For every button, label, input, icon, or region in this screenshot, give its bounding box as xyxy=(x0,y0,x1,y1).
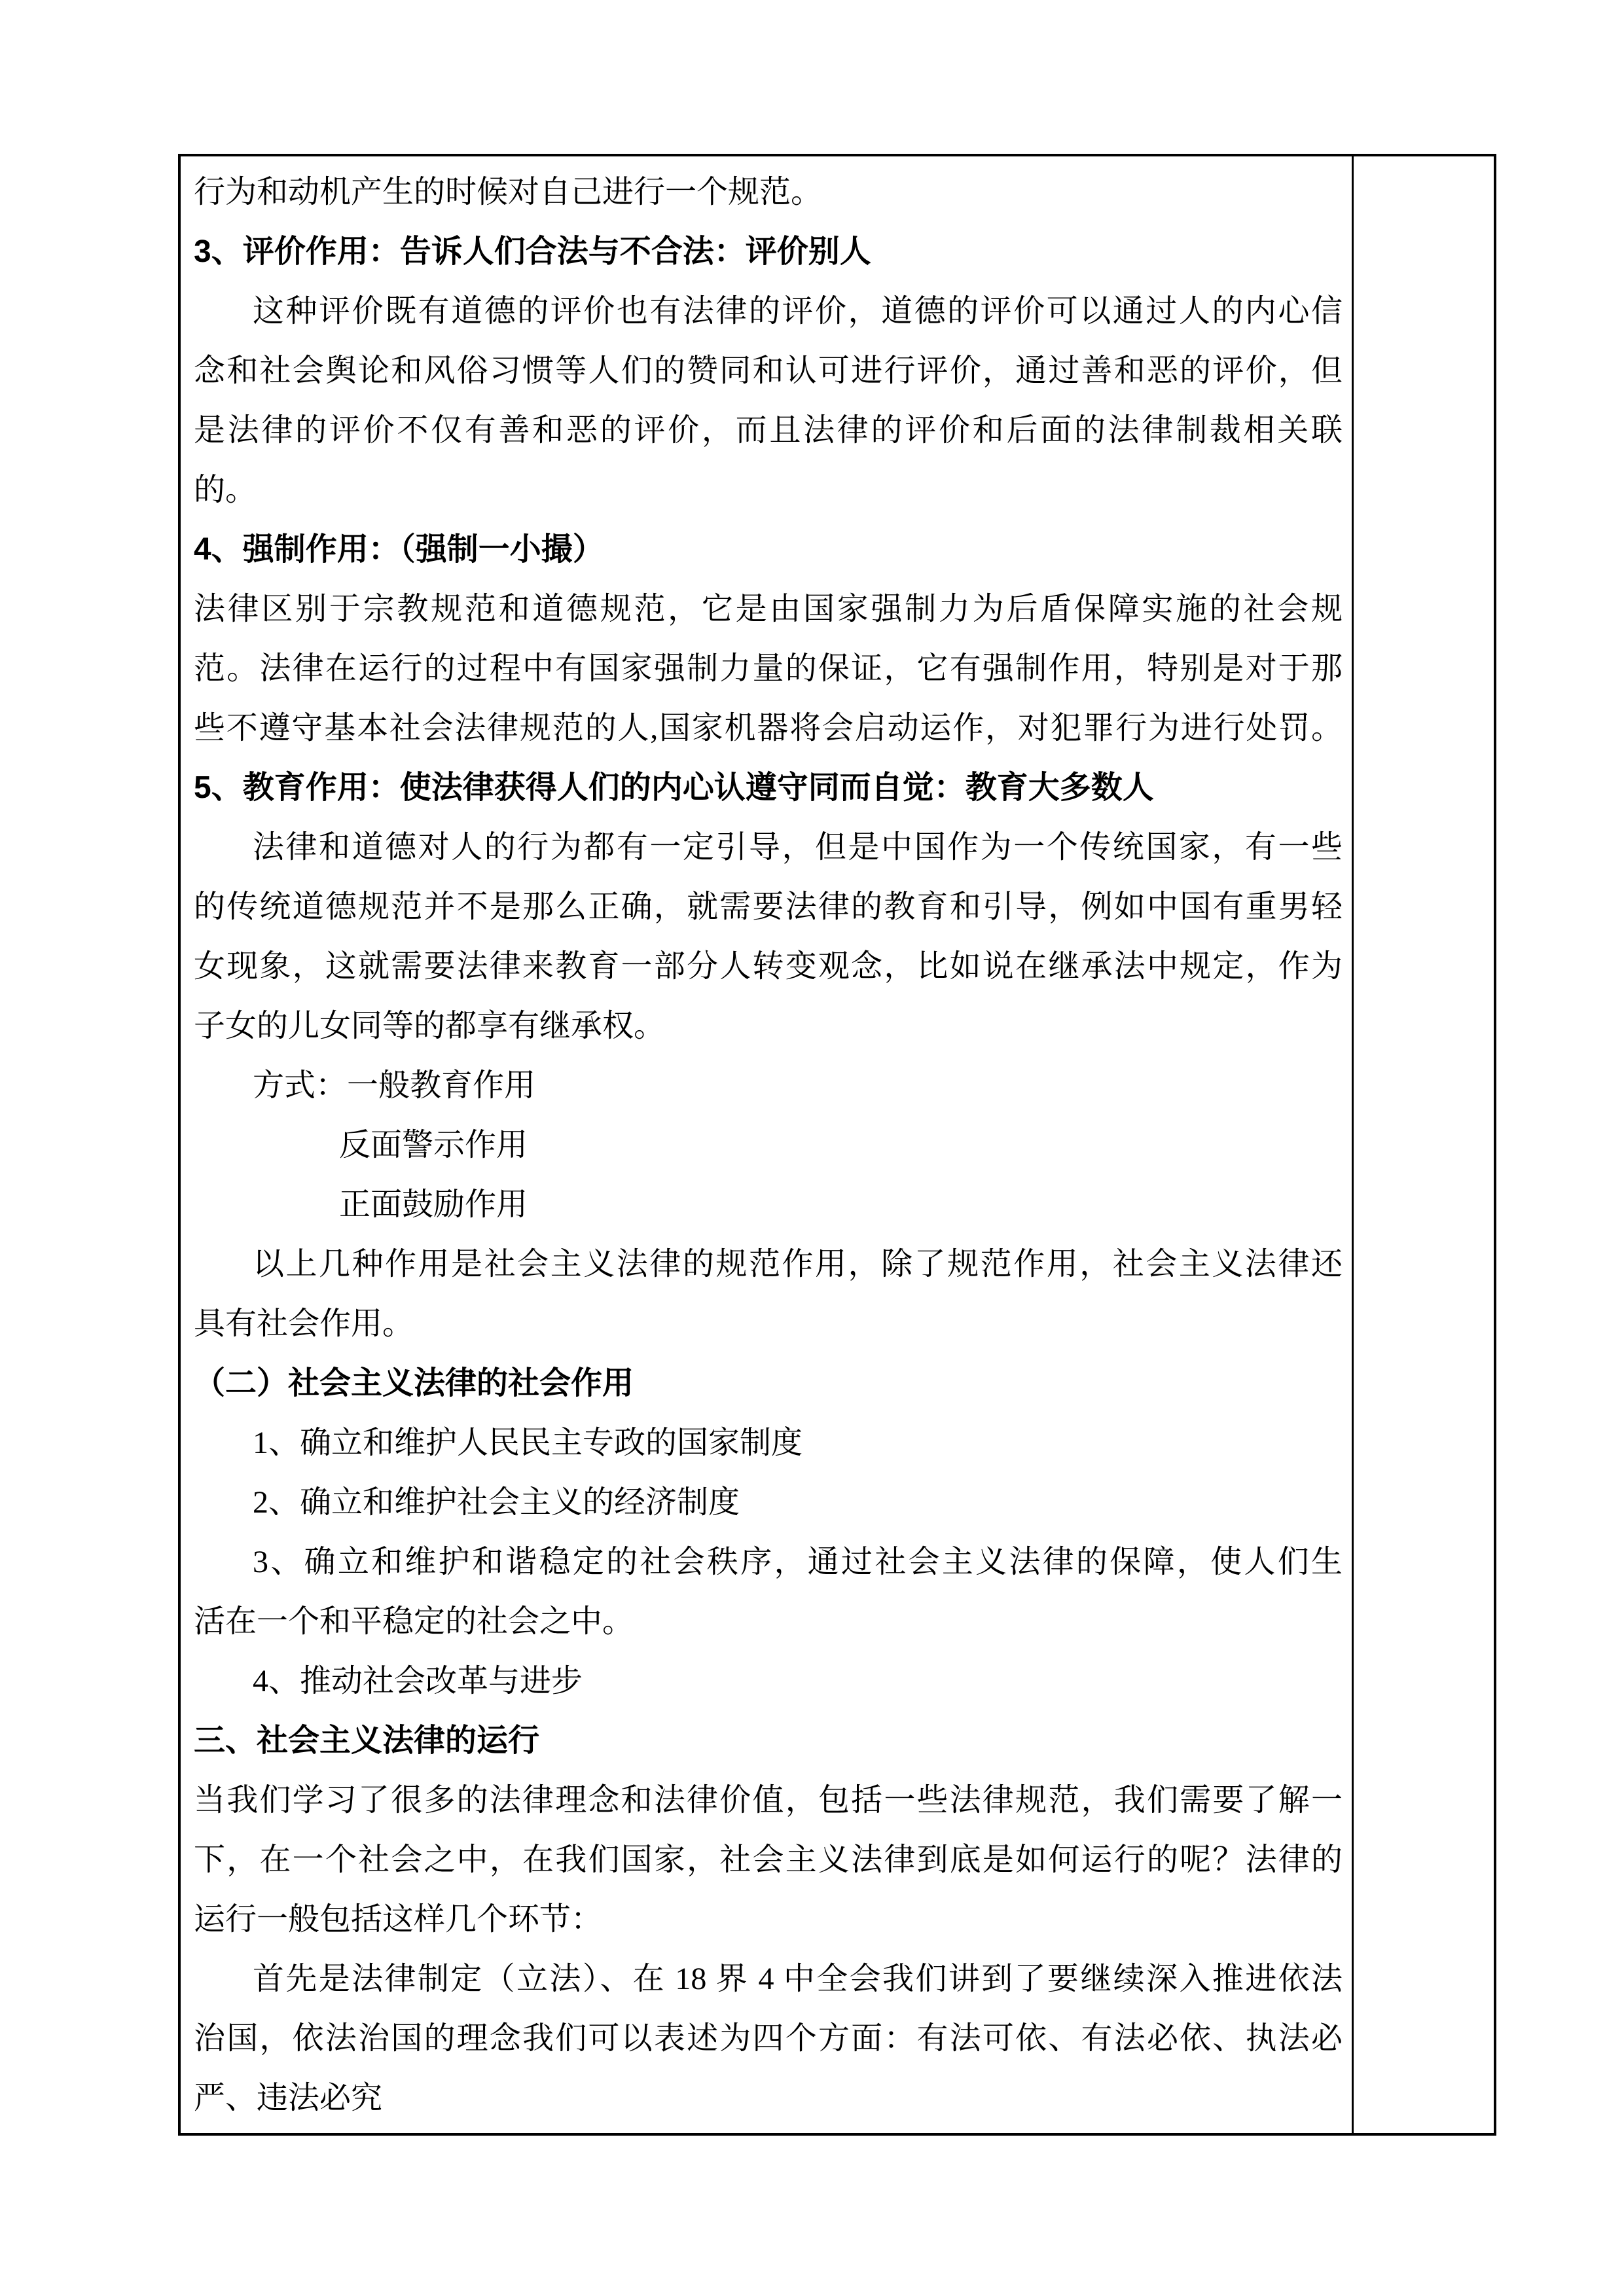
text-line: 法律和道德对人的行为都有一定引导，但是中国作为一个传统国家，有一些 xyxy=(253,830,1343,865)
text-line: 运行一般包括这样几个环节： xyxy=(194,1902,603,1937)
list-item: 3、确立和维护和谐稳定的社会秩序，通过社会主义法律的保障，使人们生 xyxy=(253,1545,1343,1579)
lesson-plan-table xyxy=(178,154,1496,2136)
section-heading: （二）社会主义法律的社会作用 xyxy=(194,1366,634,1401)
section-heading: 3、评价作用：告诉人们合法与不合法：评价别人 xyxy=(194,234,871,269)
list-item: 2、确立和维护社会主义的经济制度 xyxy=(253,1485,740,1520)
text-line: 严、违法必究 xyxy=(194,2081,383,2115)
text-line: 首先是法律制定（立法）、在 18 界 4 中全会我们讲到了要继续深入推进依法 xyxy=(253,1962,1343,1996)
text-line: 女现象，这就需要法律来教育一部分人转变观念，比如说在继承法中规定，作为 xyxy=(194,949,1343,984)
text-line: 反面警示作用 xyxy=(339,1128,528,1162)
text-line: 当我们学习了很多的法律理念和法律价值，包括一些法律规范，我们需要了解一 xyxy=(194,1783,1343,1818)
text-line: 范。法律在运行的过程中有国家强制力量的保证，它有强制作用，特别是对于那 xyxy=(194,651,1343,686)
text-line: 念和社会舆论和风俗习惯等人们的赞同和认可进行评价，通过善和恶的评价，但 xyxy=(194,353,1343,388)
text-line: 正面鼓励作用 xyxy=(339,1187,528,1222)
section-heading: 5、教育作用：使法律获得人们的内心认遵守同而自觉：教育大多数人 xyxy=(194,770,1154,805)
text-line: 以上几种作用是社会主义法律的规范作用，除了规范作用，社会主义法律还 xyxy=(253,1247,1343,1282)
list-item: 1、确立和维护人民民主专政的国家制度 xyxy=(253,1426,803,1460)
text-line: 的。 xyxy=(194,473,257,507)
side-notes-cell xyxy=(1354,156,1494,2133)
text-line: 是法律的评价不仅有善和恶的评价，而且法律的评价和后面的法律制裁相关联 xyxy=(194,413,1343,448)
text-line: 具有社会作用。 xyxy=(194,1306,414,1341)
text-line: 些不遵守基本社会法律规范的人,国家机器将会启动运作，对犯罪行为进行处罚。 xyxy=(194,711,1343,745)
text-line: 行为和动机产生的时候对自己进行一个规范。 xyxy=(194,175,823,209)
text-line: 下，在一个社会之中，在我们国家，社会主义法律到底是如何运行的呢？法律的 xyxy=(194,1842,1343,1877)
text-line: 方式：一般教育作用 xyxy=(253,1068,536,1103)
text-line: 活在一个和平稳定的社会之中。 xyxy=(194,1604,634,1639)
section-heading: 三、社会主义法律的运行 xyxy=(194,1723,540,1758)
text-line: 治国，依法治国的理念我们可以表述为四个方面：有法可依、有法必依、执法必 xyxy=(194,2021,1343,2056)
text-line: 的传统道德规范并不是那么正确，就需要法律的教育和引导，例如中国有重男轻 xyxy=(194,889,1343,924)
list-item: 4、推动社会改革与进步 xyxy=(253,1664,583,1698)
main-text-cell xyxy=(181,156,1354,2133)
text-line: 法律区别于宗教规范和道德规范，它是由国家强制力为后盾保障实施的社会规 xyxy=(194,592,1343,626)
text-line: 子女的儿女同等的都享有继承权。 xyxy=(194,1009,666,1043)
text-line: 这种评价既有道德的评价也有法律的评价，道德的评价可以通过人的内心信 xyxy=(253,294,1343,329)
section-heading: 4、强制作用：（强制一小撮） xyxy=(194,532,604,567)
